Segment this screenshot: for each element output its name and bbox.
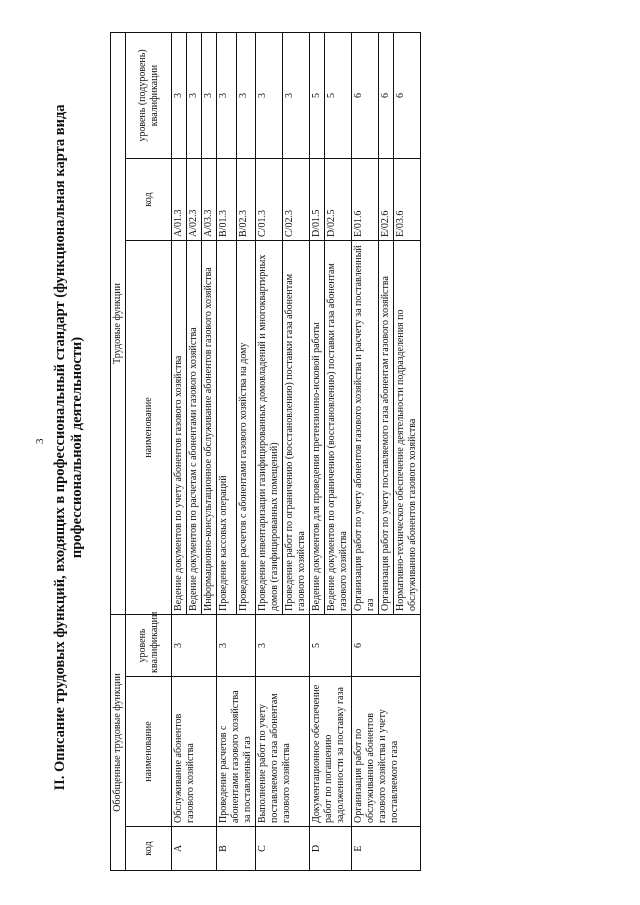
tf-code: D/02.5: [325, 159, 352, 241]
tf-name: Проведение работ по ограничению (восстановлению) поставки газа абонентам газового хозяйства: [283, 241, 310, 615]
table-row: [172, 33, 187, 871]
tf-level: 3: [217, 33, 237, 159]
col-name-header: наименование: [126, 677, 172, 827]
tf-level: 6: [379, 33, 394, 159]
tf-code: A/03.3: [202, 159, 217, 241]
tf-level: 3: [256, 33, 283, 159]
tf-level: 5: [310, 33, 325, 159]
tf-code: E/01.6: [352, 159, 379, 241]
tf-name: Проведение расчетов с абонентами газового хозяйства на дому: [236, 241, 256, 615]
table-row: [217, 33, 237, 871]
tf-code: E/03.6: [394, 159, 421, 241]
tf-level: 6: [394, 33, 421, 159]
table-body: [172, 33, 421, 871]
tf-code: E/02.6: [379, 159, 394, 241]
functional-map-table: [110, 32, 421, 871]
tf-name: Ведение документов для проведения претензионно-исковой работы: [310, 241, 325, 615]
generalized-functions-header: Обобщенные трудовые функции: [111, 615, 126, 871]
col-code-header: код: [126, 827, 172, 871]
gf-code: B: [217, 827, 256, 871]
tf-name: Информационно-консультационное обслуживание абонентов газового хозяйства: [202, 241, 217, 615]
gf-name: Выполнение работ по учету поставляемого газа абонентам газового хозяйства: [256, 677, 310, 827]
gf-level: 5: [310, 615, 352, 677]
gf-level: 3: [256, 615, 310, 677]
col-tf-level-header: уровень (подуровень) квалификации: [126, 33, 172, 159]
tf-name: Ведение документов по расчетам с абонентами газового хозяйства: [187, 241, 202, 615]
gf-code: D: [310, 827, 352, 871]
page-number: 3: [34, 438, 46, 444]
tf-code: D/01.5: [310, 159, 325, 241]
tf-level: 3: [236, 33, 256, 159]
gf-level: 6: [352, 615, 421, 677]
tf-level: 3: [202, 33, 217, 159]
gf-name: Проведение расчетов с абонентами газового хозяйства за поставленный газ: [217, 677, 256, 827]
table-row: [310, 33, 325, 871]
col-tf-name-header: наименование: [126, 241, 172, 615]
tf-level: 3: [283, 33, 310, 159]
tf-level: 5: [325, 33, 352, 159]
tf-name: Ведение документов по учету абонентов газового хозяйства: [172, 241, 187, 615]
tf-code: A/02.3: [187, 159, 202, 241]
table-row: [256, 33, 283, 871]
tf-level: 3: [187, 33, 202, 159]
column-header-row: [126, 33, 172, 871]
gf-code: A: [172, 827, 217, 871]
col-level-header: уровень квалификации: [126, 615, 172, 677]
tf-name: Ведение документов по ограничению (восстановлению) поставки газа абонентам газового хозяйства: [325, 241, 352, 615]
tf-name: Организация работ по учету абонентов газового хозяйства и расчету за поставленный газ: [352, 241, 379, 615]
tf-name: Нормативно-техническое обеспечение деятельности подразделения по обслуживанию абонентов газового хозяйства: [394, 241, 421, 615]
tf-code: B/01.3: [217, 159, 237, 241]
tf-code: C/02.3: [283, 159, 310, 241]
gf-name: Документационное обеспечение работ по погашению задолженности за поставку газа: [310, 677, 352, 827]
tf-code: C/01.3: [256, 159, 283, 241]
tf-level: 3: [172, 33, 187, 159]
gf-code: E: [352, 827, 421, 871]
gf-level: 3: [217, 615, 256, 677]
tf-level: 6: [352, 33, 379, 159]
labor-functions-header: Трудовые функции: [111, 33, 126, 615]
tf-name: Проведение инвентаризации газифицированных домовладений и многоквартирных домов (газифицированных помещений): [256, 241, 283, 615]
gf-code: C: [256, 827, 310, 871]
tf-code: B/02.3: [236, 159, 256, 241]
page-title: II. Описание трудовых функций, входящих в профессиональный стандарт (функциональная карта вида профессиональной деятельности): [52, 104, 85, 791]
gf-name: Обслуживание абонентов газового хозяйства: [172, 677, 217, 827]
table-row: [352, 33, 379, 871]
gf-name: Организация работ по обслуживанию абонентов газового хозяйства и учету поставляемого газа: [352, 677, 421, 827]
group-header-row: [111, 33, 126, 871]
tf-code: A/01.3: [172, 159, 187, 241]
tf-name: Организация работ по учету поставляемого газа абонентам газового хозяйства: [379, 241, 394, 615]
col-tf-code-header: код: [126, 159, 172, 241]
tf-name: Проведение кассовых операций: [217, 241, 237, 615]
gf-level: 3: [172, 615, 217, 677]
